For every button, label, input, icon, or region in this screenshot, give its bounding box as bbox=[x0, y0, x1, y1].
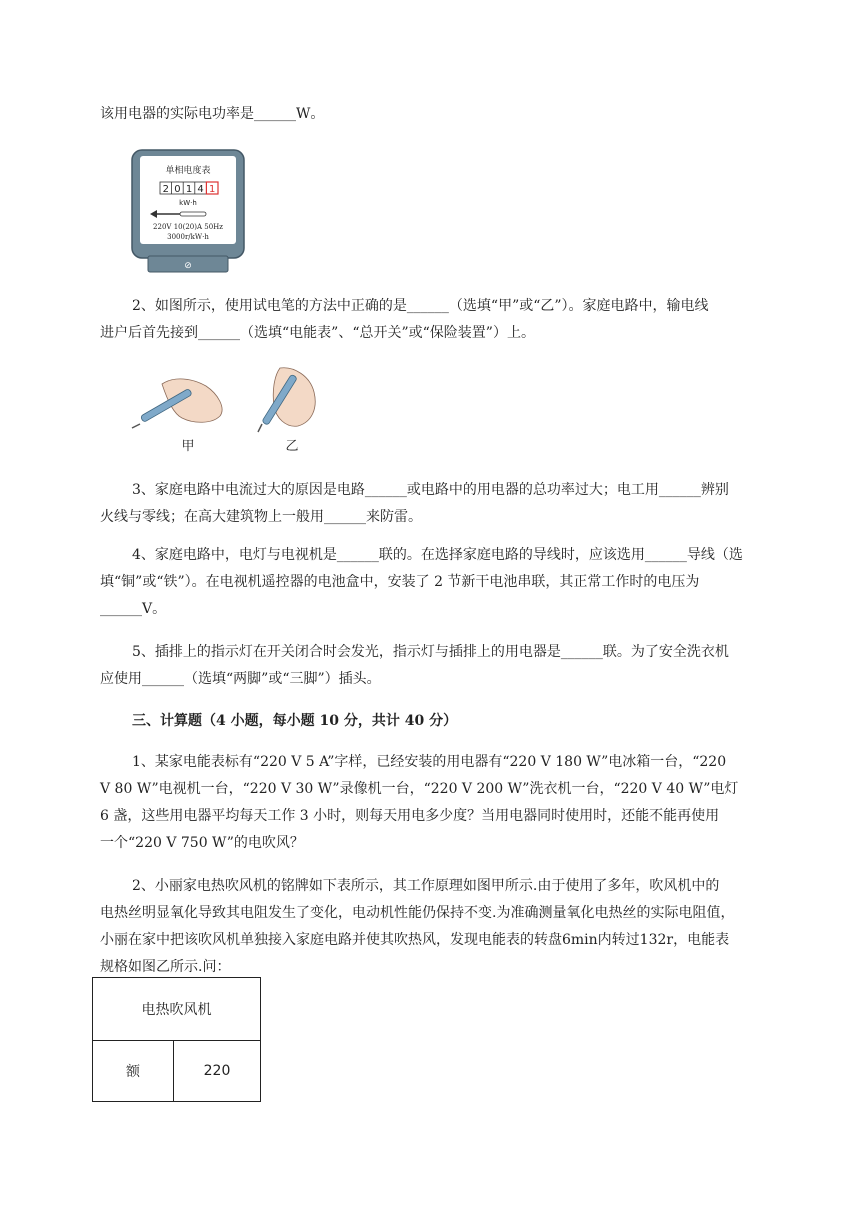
q2-line-1: 2、如图所示，使用试电笔的方法中正确的是______（选填“甲”或“乙”）。家庭电路中，输电线 bbox=[132, 298, 709, 314]
c1-line-3: 6 盏，这些用电器平均每天工作 3 小时，则每天用电多少度？当用电器同时使用时，还能不能再使用 bbox=[100, 808, 720, 824]
meter-digit-4: 4 bbox=[197, 184, 204, 195]
q3-line-1: 3、家庭电路中电流过大的原因是电路______或电路中的用电器的总功率过大；电工用______辨别 bbox=[132, 482, 729, 498]
electric-meter-figure bbox=[130, 148, 246, 274]
nameplate-table bbox=[92, 977, 261, 1102]
q4-line-2: 填“铜”或“铁”）。在电视机遥控器的电池盒中，安装了 2 节新干电池串联，其正常工作时的电压为 bbox=[100, 574, 700, 590]
q3-line-2: 火线与零线；在高大建筑物上一般用______来防雷。 bbox=[100, 509, 422, 525]
q5-line-2: 应使用______（选填“两脚”或“三脚”）插头。 bbox=[100, 671, 381, 687]
c1-line-4: 一个“220 V 750 W”的电吹风？ bbox=[100, 835, 304, 851]
c2-line-2: 电热丝明显氧化导致其电阻发生了变化，电动机性能仍保持不变.为准确测量氧化电热丝的实际电阻值， bbox=[100, 905, 735, 921]
pen-label-a: 甲 bbox=[181, 439, 195, 454]
test-pen-figure bbox=[130, 362, 330, 458]
c2-line-3: 小丽在家中把该吹风机单独接入家庭电路并使其吹热风，发现电能表的转盘6min内转过132r，电能表 bbox=[100, 932, 730, 948]
table-header: 电热吹风机 bbox=[93, 978, 261, 1041]
table-row-label: 额 bbox=[93, 1041, 174, 1102]
table-row-value: 220 bbox=[174, 1041, 261, 1102]
c1-line-1: 1、某家电能表标有“220 V 5 A”字样，已经安装的用电器有“220 V 180 W”电冰箱一台，“220 bbox=[132, 754, 727, 770]
meter-digit-5: 1 bbox=[209, 184, 216, 195]
meter-bottom-icon: ⊘ bbox=[184, 261, 192, 271]
meter-digit-1: 2 bbox=[162, 184, 169, 195]
meter-unit: kW·h bbox=[179, 199, 197, 207]
q1-tail: 该用电器的实际电功率是______W。 bbox=[100, 106, 325, 122]
meter-spec-2: 3000r/kW·h bbox=[167, 233, 209, 241]
c1-line-2: V 80 W”电视机一台，“220 V 30 W”录像机一台，“220 V 200 W”洗衣机一台，“220 V 40 W”电灯 bbox=[100, 781, 739, 797]
q4-line-3: ______V。 bbox=[100, 601, 167, 617]
c2-line-4: 规格如图乙所示.问： bbox=[100, 959, 231, 975]
c2-line-1: 2、小丽家电热吹风机的铭牌如下表所示，其工作原理如图甲所示.由于使用了多年，吹风机中的 bbox=[132, 878, 720, 894]
q4-line-1: 4、家庭电路中，电灯与电视机是______联的。在选择家庭电路的导线时，应该选用______导线（选 bbox=[132, 547, 743, 563]
meter-digit-3: 1 bbox=[185, 184, 193, 195]
q5-line-1: 5、插排上的指示灯在开关闭合时会发光，指示灯与插排上的用电器是______联。为了安全洗衣机 bbox=[132, 644, 729, 660]
pen-label-b: 乙 bbox=[285, 439, 299, 454]
meter-spec-1: 220V 10(20)A 50Hz bbox=[153, 223, 223, 231]
meter-title: 单相电度表 bbox=[165, 166, 211, 176]
q2-line-2: 进户后首先接到______（选填“电能表”、“总开关”或“保险装置”）上。 bbox=[100, 325, 535, 341]
section-heading: 三、计算题（4 小题，每小题 10 分，共计 40 分） bbox=[132, 713, 458, 729]
meter-digit-2: 0 bbox=[174, 184, 181, 195]
